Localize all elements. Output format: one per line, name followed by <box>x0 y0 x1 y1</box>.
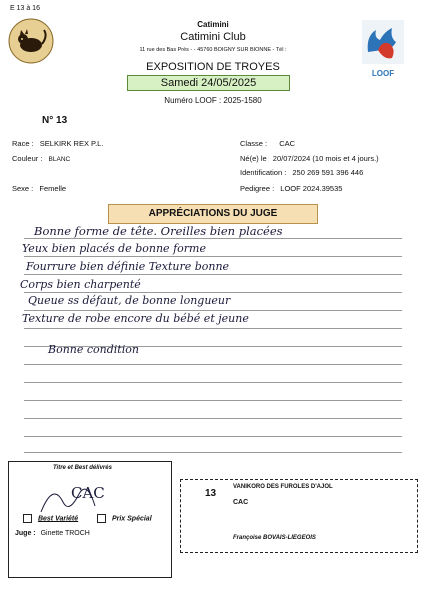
loof-logo <box>362 20 404 78</box>
classe-value: CAC <box>279 139 296 148</box>
pedigree-label: Pedigree : <box>240 184 275 193</box>
prix-special-option[interactable] <box>97 514 152 523</box>
cat-number <box>42 115 67 126</box>
ticket-class: CAC <box>233 499 249 506</box>
race-row <box>12 139 103 148</box>
judge-result-box <box>8 461 172 578</box>
ticket-number: 13 <box>205 488 217 499</box>
best-variete-label: Best Variété <box>37 515 79 523</box>
pedigree-row <box>240 184 342 193</box>
classe-row <box>240 139 295 148</box>
ne-value: 20/07/2024 (10 mois et 4 jours.) <box>272 154 379 163</box>
club-address: 11 rue des Bas Près - - 45760 BOIGNY SUR BIONNE - Tél : <box>139 47 287 53</box>
couleur-label: Couleur : <box>12 154 43 163</box>
appreciations-banner <box>108 204 318 224</box>
ticket-cat-name: VANIKORO DES FUROLES D'AJOL <box>233 484 333 490</box>
appreciation-line-3: Fourrure bien définie Texture bonne <box>26 260 230 273</box>
loof-logo-text: LOOF <box>371 69 395 78</box>
ne-label: Né(e) le <box>240 154 267 163</box>
juge-value: Ginette TROCH <box>40 530 90 537</box>
date-banner <box>127 75 290 91</box>
ident-label: Identification : <box>240 168 287 177</box>
club-name: Catimini <box>197 20 229 29</box>
sexe-value: Femelle <box>39 184 67 193</box>
couleur-row <box>12 154 70 163</box>
ident-value: 250 269 591 396 446 <box>292 168 364 177</box>
appreciation-line-2: Yeux bien placés de bonne forme <box>22 242 206 255</box>
sexe-row <box>12 184 66 193</box>
ne-row <box>240 154 379 163</box>
appreciation-line-6: Texture de robe encore du bébé et jeune <box>22 312 249 325</box>
best-variete-option[interactable] <box>23 514 78 523</box>
cat-number-label: N° <box>42 115 54 126</box>
cat-number-value: 13 <box>56 115 68 126</box>
juge-label: Juge : <box>15 530 36 537</box>
race-value: SELKIRK REX P.L. <box>39 139 104 148</box>
sexe-label: Sexe : <box>12 184 34 193</box>
classe-label: Classe : <box>240 139 268 148</box>
handwritten-result: CAC <box>71 484 105 502</box>
appreciation-line-7: Bonne condition <box>48 343 139 356</box>
race-label: Race : <box>12 139 34 148</box>
best-variete-checkbox[interactable] <box>23 514 32 523</box>
pedigree-value: LOOF 2024.39535 <box>280 184 343 193</box>
ident-row <box>240 168 363 177</box>
numero-loof: Numéro LOOF : 2025-1580 <box>164 96 262 105</box>
ticket-owner: Françoise BOVAIS-LIEGEOIS <box>233 535 316 541</box>
exposition-title: EXPOSITION DE TROYES <box>146 61 280 73</box>
prix-special-label: Prix Spécial <box>111 515 152 523</box>
appreciations-title: APPRÉCIATIONS DU JUGE <box>148 208 278 219</box>
juge-row <box>15 530 90 537</box>
cat-ticket-box <box>180 479 418 553</box>
couleur-value: BLANC <box>48 156 71 163</box>
prix-special-checkbox[interactable] <box>97 514 106 523</box>
age-range: E 13 à 16 <box>10 5 40 12</box>
club-full-name: Catimini Club <box>180 31 246 43</box>
appreciation-line-1: Bonne forme de tête. Oreilles bien placées <box>34 224 283 238</box>
appreciation-line-4: Corps bien charpenté <box>20 278 141 291</box>
date-text: Samedi 24/05/2025 <box>160 77 257 89</box>
titre-best-label: Titre et Best délivrés <box>53 465 112 471</box>
appreciation-line-5: Queue ss défaut, de bonne longueur <box>28 294 231 307</box>
